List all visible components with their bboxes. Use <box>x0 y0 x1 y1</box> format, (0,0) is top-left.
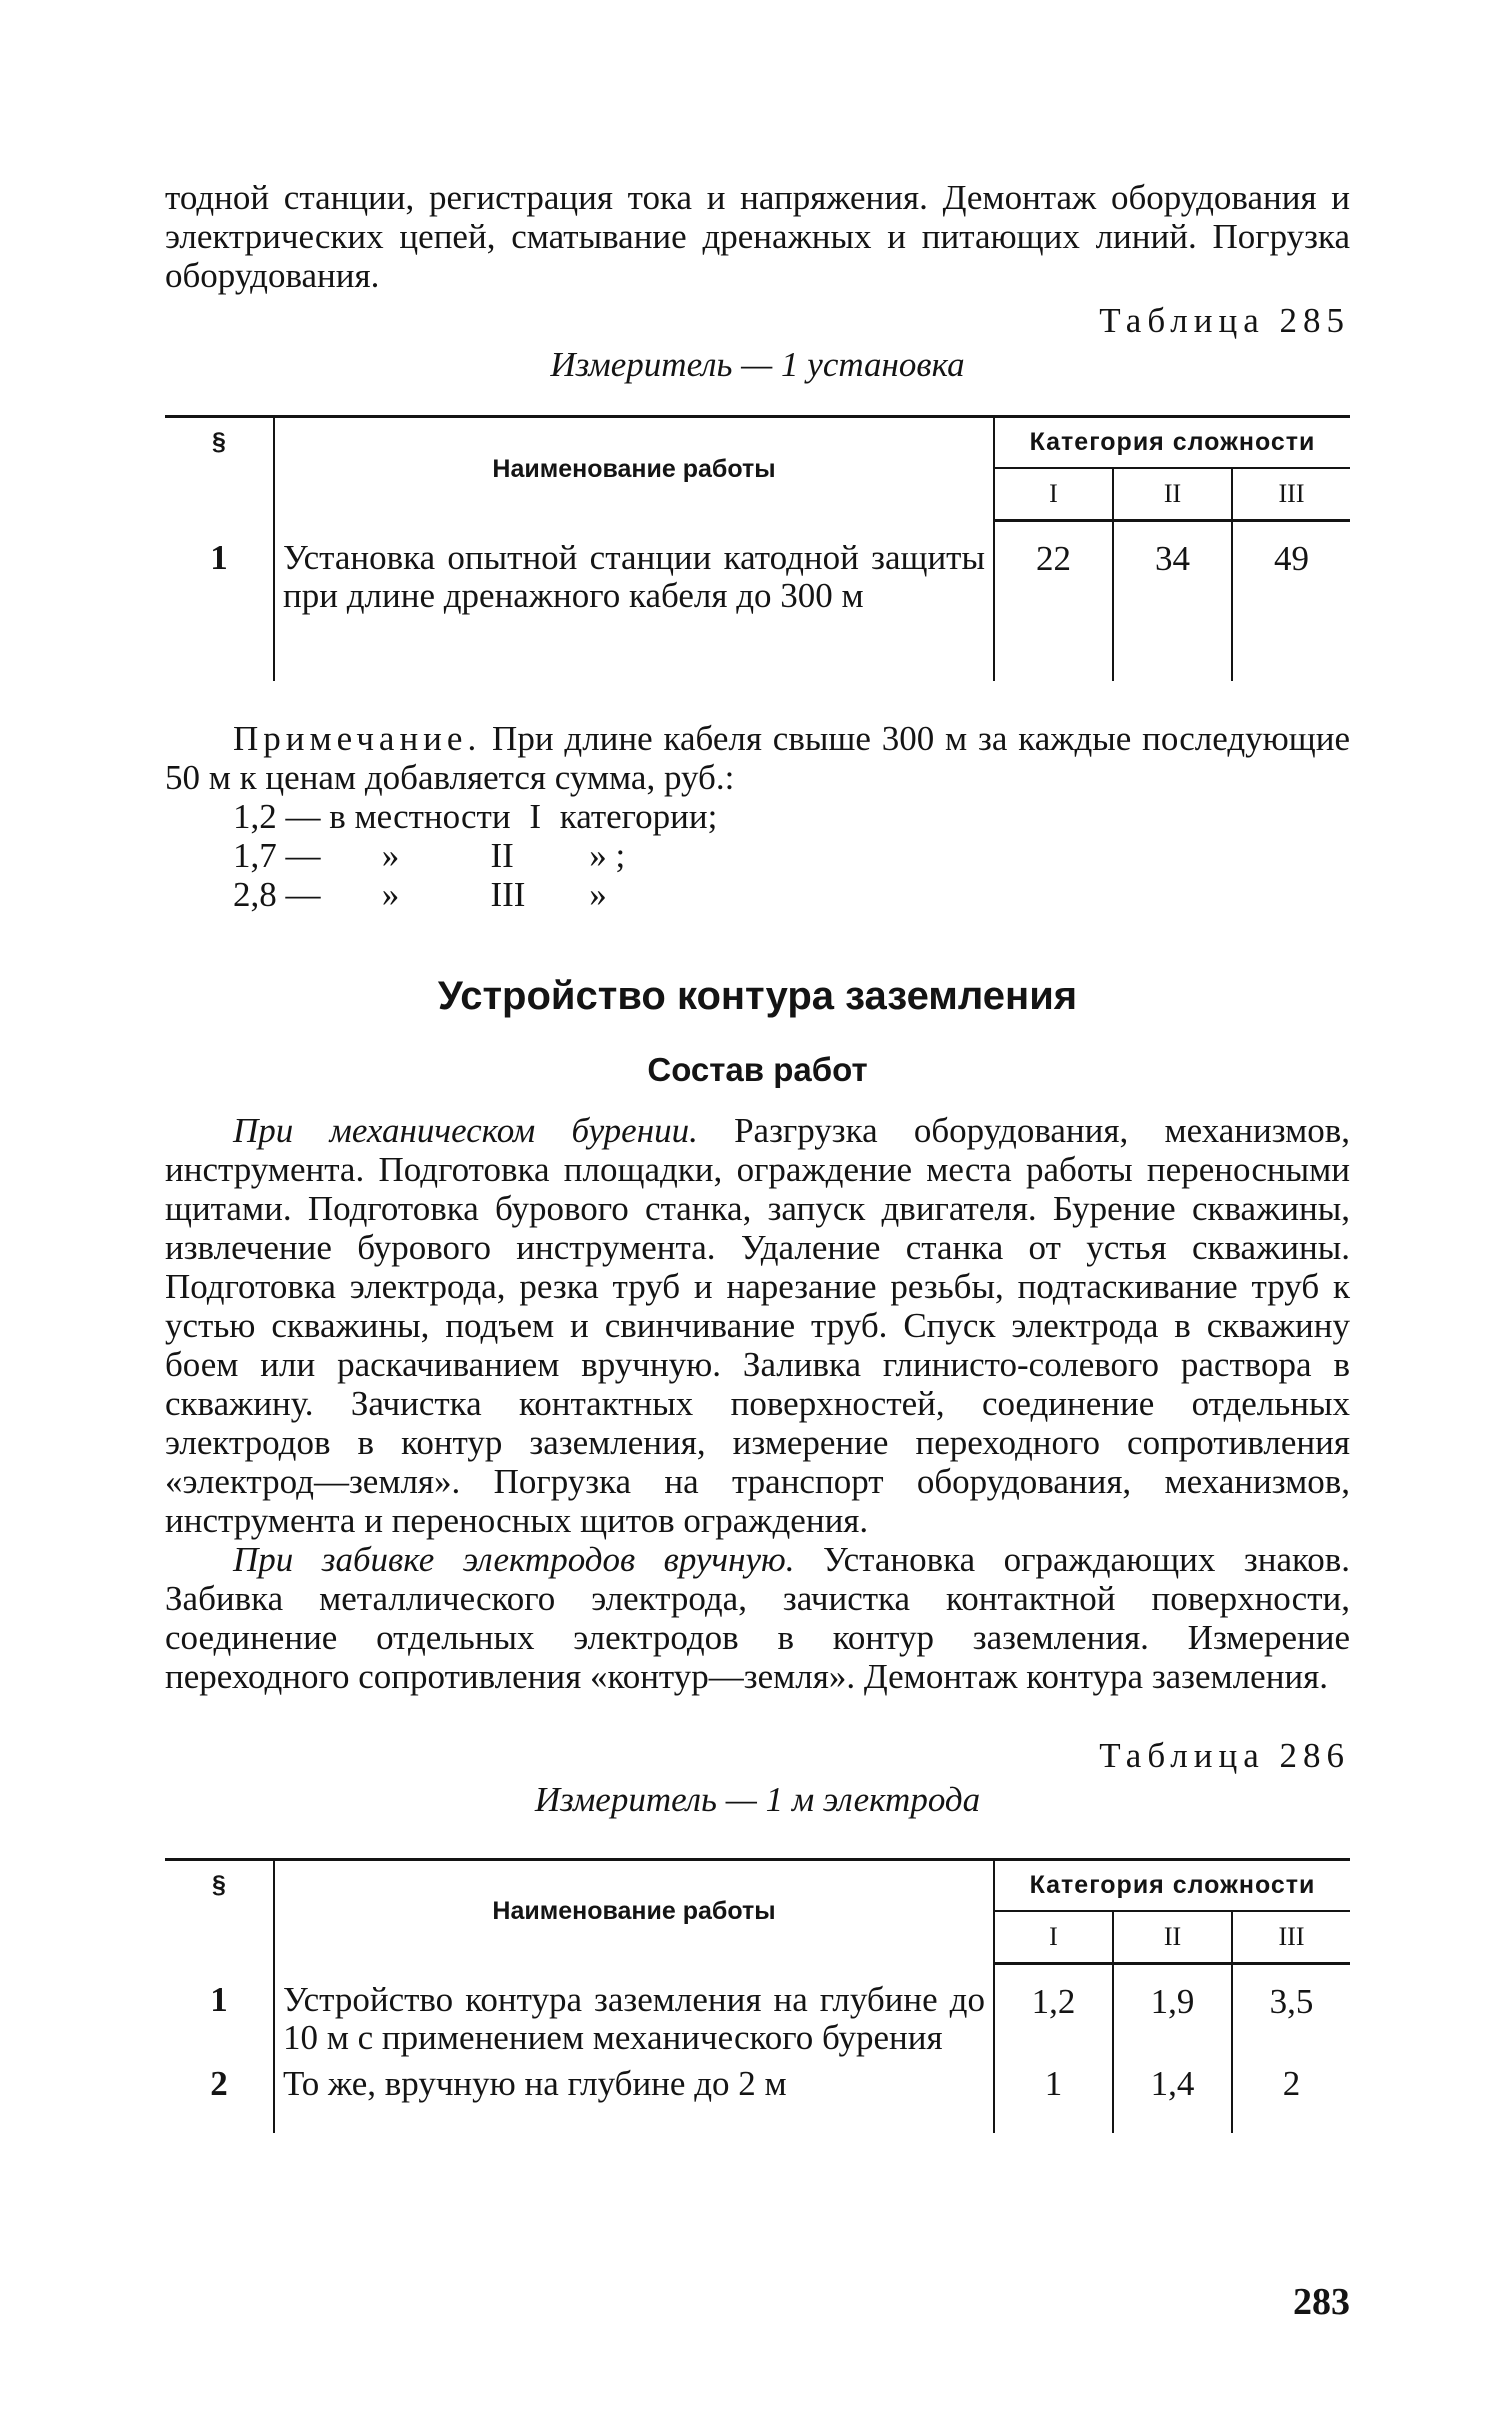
paragraph-text: Разгрузка оборудования, механизмов, инструмента. Подготовка площадки, ограждение места работы переносными щитами. Подготовка бурового станка, запуск двигателя. Бурение скважины, извлечение бурового инструмента. Удаление станка от устья скважины. Подготовка электрода, резка труб и нарезание резьбы, подтаскивание труб к устью скважины, подъем и свинчивание труб. Спуск электрода в скважину боем или раскачиванием вручную. Заливка глинисто-солевого раствора в скважину. Зачистка контактных поверхностей, соединение отдельных электродов в контур заземления, измерение переходного сопротивления «электрод—земля». Погрузка на транспорт оборудования, механизмов, инструмента и переносных щитов ограждения. <box>165 1110 1350 1540</box>
paragraph-lead: При забивке электродов вручную. <box>233 1539 795 1579</box>
row-name: Установка опытной станции катодной защиты при длине дренажного кабеля до 300 м <box>274 521 994 681</box>
row-value-cat-2: 34 <box>1113 521 1232 681</box>
note-line-3: 2,8 — » III » <box>233 874 607 914</box>
table-row <box>165 2063 1350 2133</box>
col-header-cat-1: I <box>994 1911 1113 1964</box>
note-line-2: 1,7 — » II » ; <box>233 835 626 875</box>
table-285-label: Таблица 285 <box>1099 301 1350 340</box>
col-header-number: § <box>165 1859 274 1963</box>
row-number: 1 <box>165 521 274 681</box>
paragraph-lead: При механическом бурении. <box>233 1110 698 1150</box>
note-line-1: 1,2 — в местности I категории; <box>233 796 718 836</box>
table-286 <box>165 1858 1350 2134</box>
table-286-label: Таблица 286 <box>1099 1735 1350 1775</box>
subsection-title: Состав работ <box>647 1050 868 1088</box>
paragraph-text: Установка ограждающих знаков. Забивка металлического электрода, зачистка контактной поверхности, соединение отдельных электродов в контур заземления. Измерение переходного сопротивления «контур—земля». Демонтаж контура заземления. <box>165 1539 1351 1696</box>
row-number: 1 <box>165 1963 274 2063</box>
row-value-cat-1: 22 <box>994 521 1113 681</box>
table-285 <box>165 415 1350 681</box>
col-header-category: Категория сложности <box>994 417 1350 469</box>
col-header-cat-2: II <box>1113 468 1232 521</box>
row-name: То же, вручную на глубине до 2 м <box>274 2063 994 2133</box>
col-header-name: Наименование работы <box>274 417 994 521</box>
row-value-cat-2: 1,9 <box>1113 1963 1232 2063</box>
section-title: Устройство контура заземления <box>437 973 1078 1018</box>
row-value-cat-3: 3,5 <box>1269 1981 1314 2021</box>
row-value-cat-3: 2 <box>1282 2064 1301 2103</box>
row-value-cat-1: 1 <box>994 2063 1113 2133</box>
row-value-cat-2: 1,4 <box>1113 2063 1232 2133</box>
note-paragraph <box>165 719 1350 797</box>
col-header-cat-3: III <box>1232 468 1350 521</box>
table-row <box>165 521 1350 681</box>
paragraph-mechanical-drilling <box>165 1111 1350 1540</box>
col-header-cat-3: III <box>1232 1911 1350 1964</box>
row-value-cat-1: 1,2 <box>994 1963 1113 2063</box>
intro-paragraph: тодной станции, регистрация тока и напряжения. Демонтаж оборудования и электрических цепей, сматывание дренажных и питающих линий. Погрузка оборудования. <box>165 178 1350 295</box>
note-text: При длине кабеля свыше 300 м за каждые последующие 50 м к ценам добавляется сумма, руб.: <box>165 718 1350 797</box>
col-header-cat-1: I <box>994 468 1113 521</box>
table-286-measure: Измеритель — 1 м электрода <box>534 1779 981 1819</box>
row-name: Устройство контура заземления на глубине до 10 м с применением механического бурения <box>274 1963 994 2063</box>
table-285-measure: Измеритель — 1 установка <box>550 345 965 384</box>
col-header-name: Наименование работы <box>274 1859 994 1963</box>
row-value-cat-3: 49 <box>1274 539 1309 578</box>
note-label: Примечание. <box>233 718 482 758</box>
table-row <box>165 1963 1350 2063</box>
document-page <box>165 178 1350 2133</box>
col-header-category: Категория сложности <box>994 1859 1350 1911</box>
paragraph-manual-driving <box>165 1540 1350 1696</box>
col-header-number: § <box>165 417 274 521</box>
page-number: 283 <box>1293 2281 1350 2323</box>
row-number: 2 <box>165 2063 274 2133</box>
col-header-cat-2: II <box>1113 1911 1232 1964</box>
